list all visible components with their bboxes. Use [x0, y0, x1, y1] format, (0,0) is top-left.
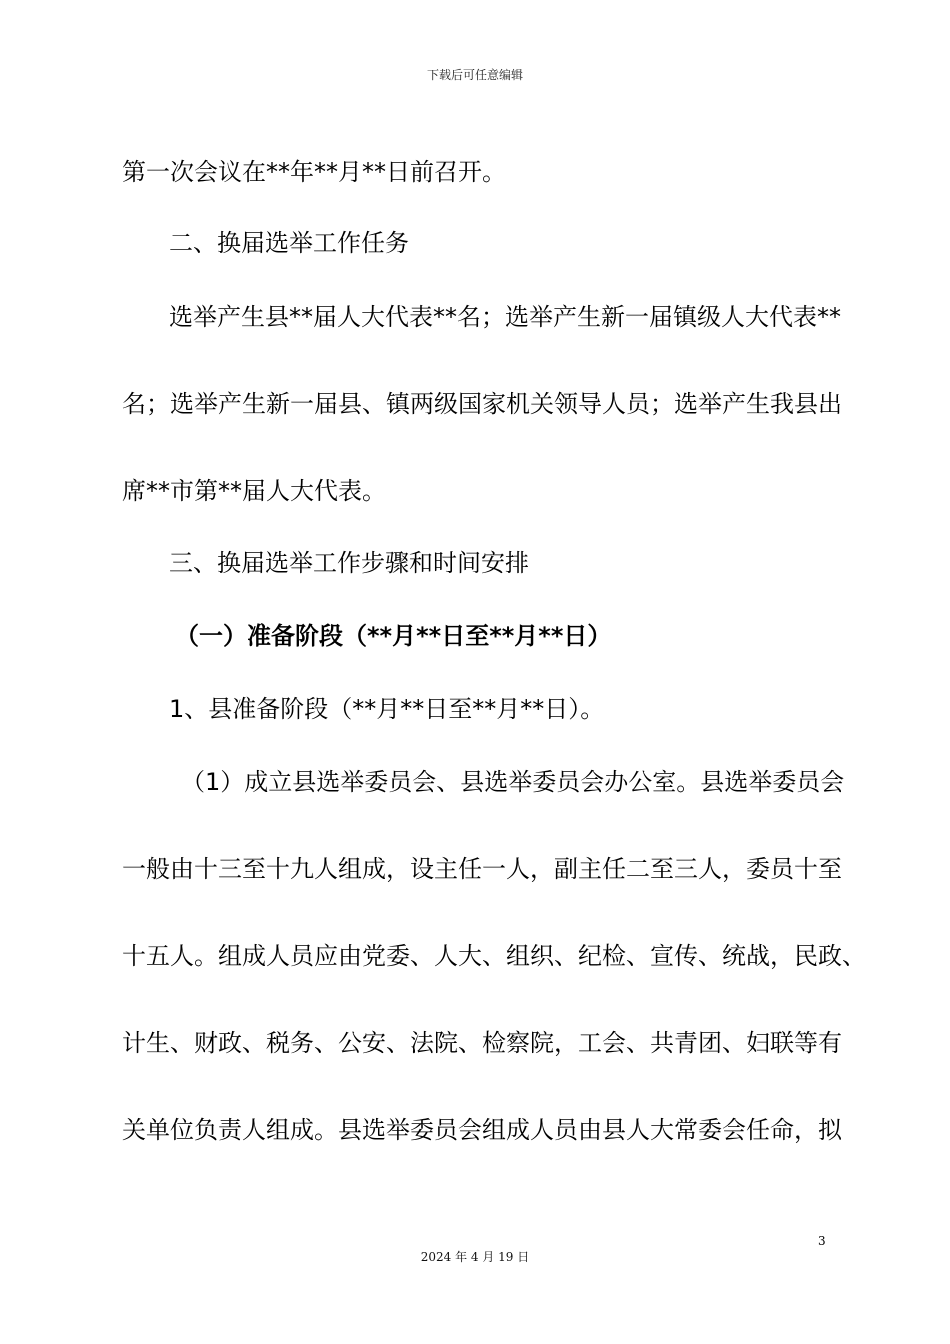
body-line-3: 选举产生县**届人大代表**名；选举产生新一届镇级人大代表** [169, 303, 841, 331]
footer-date: 2024 年 4 月 19 日 [420, 1250, 530, 1264]
page-header: 下载后可任意编辑 [426, 68, 523, 82]
body-line-13: 关单位负责人组成。县选举委员会组成人员由县人大常委会任命，拟 [122, 1116, 842, 1144]
body-line-8: 1、县准备阶段（**月**日至**月**日）。 [169, 695, 605, 723]
body-line-9: （1）成立县选举委员会、县选举委员会办公室。县选举委员会 [181, 768, 845, 796]
body-line-1: 第一次会议在**年**月**日前召开。 [122, 158, 506, 186]
page-number: 3 [818, 1234, 826, 1248]
subsection-heading-1: （一）准备阶段（**月**日至**月**日） [175, 622, 612, 650]
body-line-12: 计生、财政、税务、公安、法院、检察院，工会、共青团、妇联等有 [122, 1029, 842, 1057]
section-heading-3: 三、换届选举工作步骤和时间安排 [169, 549, 529, 577]
section-heading-2: 二、换届选举工作任务 [169, 229, 409, 257]
body-line-5: 席**市第**届人大代表。 [122, 477, 386, 505]
body-line-10: 一般由十三至十九人组成，设主任一人，副主任二至三人，委员十至 [122, 855, 842, 883]
body-line-4: 名；选举产生新一届县、镇两级国家机关领导人员；选举产生我县出 [122, 390, 842, 418]
body-line-11: 十五人。组成人员应由党委、人大、组织、纪检、宣传、统战，民政、 [122, 942, 866, 970]
